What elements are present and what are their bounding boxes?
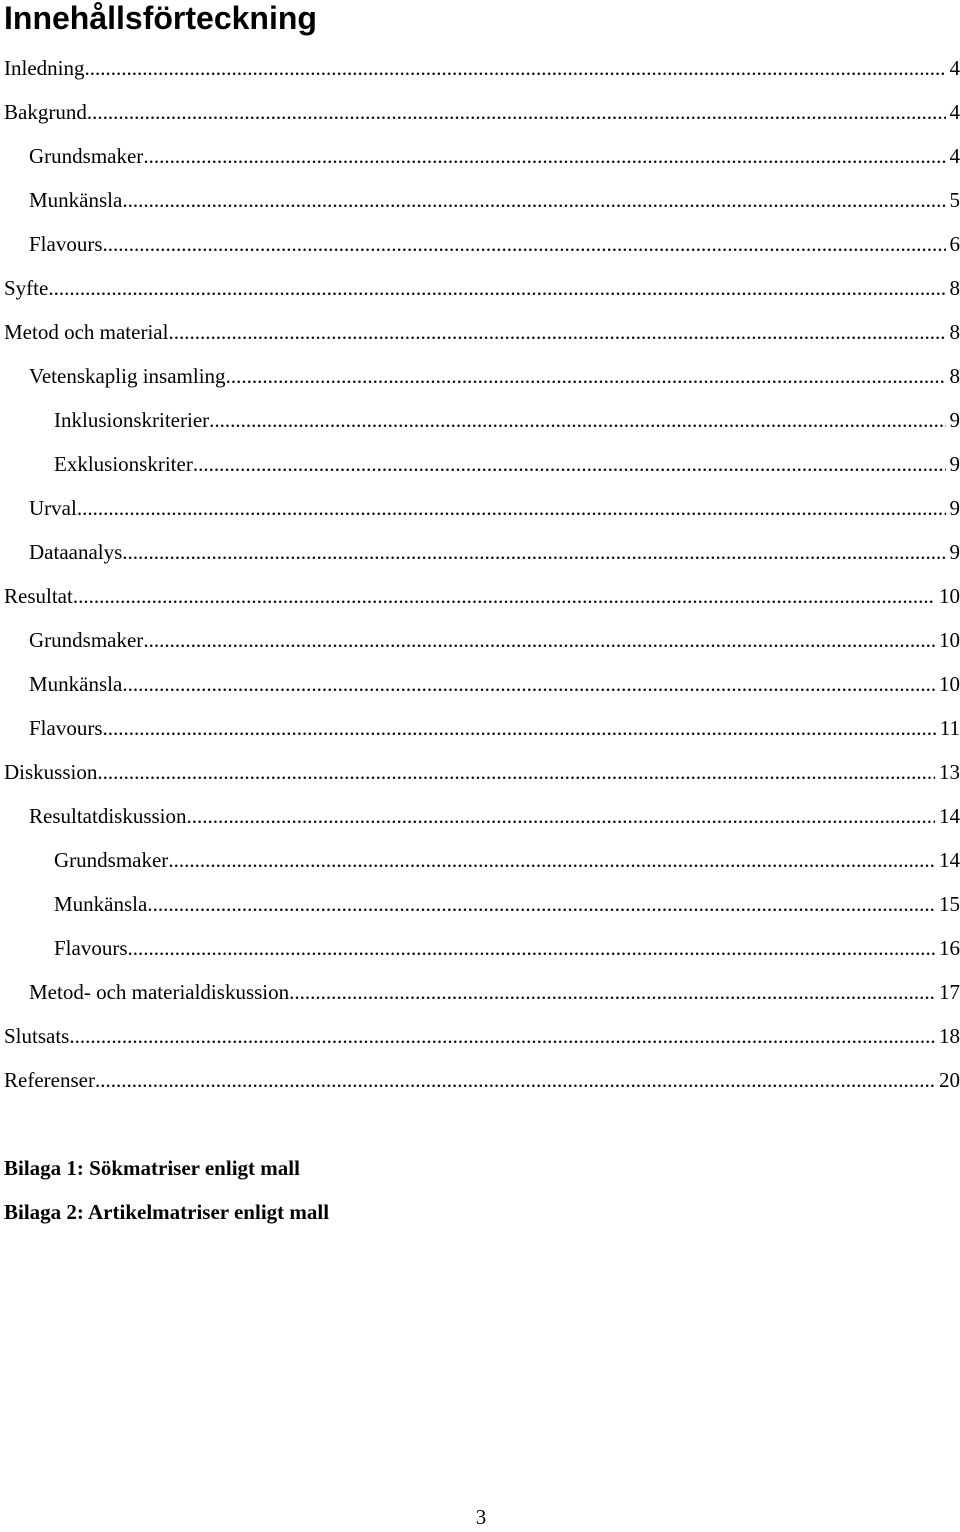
toc-entry-label: Grundsmaker <box>29 618 143 662</box>
toc-entry-page: 8 <box>946 310 960 354</box>
toc-entry-label: Grundsmaker <box>54 838 168 882</box>
toc-entry-label: Inledning <box>4 46 84 90</box>
toc-entry[interactable] <box>0 838 960 882</box>
toc-entry-label: Diskussion <box>4 750 97 794</box>
toc-entry[interactable] <box>0 90 960 134</box>
toc-entry-page: 8 <box>946 354 960 398</box>
toc-dot-leader <box>97 750 935 794</box>
toc-dot-leader <box>168 310 945 354</box>
toc-dot-leader <box>77 486 946 530</box>
toc-entry-label: Metod- och materialdiskussion <box>29 970 289 1014</box>
toc-entry[interactable] <box>0 1058 960 1102</box>
toc-entry-label: Munkänsla <box>29 662 122 706</box>
page-title: Innehållsförteckning <box>4 0 317 38</box>
toc-dot-leader <box>73 574 935 618</box>
toc-entry-page: 9 <box>946 486 960 530</box>
toc-entry-label: Syfte <box>4 266 48 310</box>
toc-dot-leader <box>147 882 935 926</box>
toc-dot-leader <box>103 222 946 266</box>
toc-entry[interactable] <box>0 750 960 794</box>
toc-entry[interactable] <box>0 46 960 90</box>
toc-entry-page: 10 <box>935 574 960 618</box>
toc-entry-page: 5 <box>946 178 960 222</box>
toc-entry[interactable] <box>0 662 960 706</box>
toc-entry-label: Flavours <box>29 222 103 266</box>
toc-entry-label: Dataanalys <box>29 530 122 574</box>
toc-entry[interactable] <box>0 530 960 574</box>
toc-entry[interactable] <box>0 794 960 838</box>
toc-entry[interactable] <box>0 574 960 618</box>
toc-entry-label: Bakgrund <box>4 90 87 134</box>
toc-entry-label: Inklusionskriterier <box>54 398 209 442</box>
toc-entry-page: 14 <box>935 794 960 838</box>
appendix-list <box>4 1146 329 1234</box>
toc-dot-leader <box>209 398 945 442</box>
toc-entry[interactable] <box>0 882 960 926</box>
toc-entry[interactable] <box>0 970 960 1014</box>
toc-dot-leader <box>187 794 935 838</box>
toc-entry-label: Flavours <box>54 926 128 970</box>
toc-entry-page: 4 <box>946 46 960 90</box>
toc-dot-leader <box>48 266 945 310</box>
toc-entry[interactable] <box>0 1014 960 1058</box>
toc-entry[interactable] <box>0 442 960 486</box>
toc-entry[interactable] <box>0 310 960 354</box>
toc-dot-leader <box>128 926 936 970</box>
toc-entry[interactable] <box>0 926 960 970</box>
toc-dot-leader <box>95 1058 935 1102</box>
appendix-item: Bilaga 2: Artikelmatriser enligt mall <box>4 1190 329 1234</box>
toc-dot-leader <box>69 1014 935 1058</box>
toc-entry-page: 9 <box>946 442 960 486</box>
toc-entry-page: 16 <box>935 926 960 970</box>
toc-dot-leader <box>226 354 946 398</box>
toc-entry[interactable] <box>0 134 960 178</box>
toc-entry-label: Exklusionskriter <box>54 442 193 486</box>
table-of-contents <box>0 46 960 1102</box>
toc-dot-leader <box>103 706 936 750</box>
toc-entry-page: 11 <box>936 706 960 750</box>
toc-entry-label: Munkänsla <box>29 178 122 222</box>
toc-entry-label: Grundsmaker <box>29 134 143 178</box>
toc-entry-label: Munkänsla <box>54 882 147 926</box>
toc-entry-page: 14 <box>935 838 960 882</box>
toc-entry-page: 15 <box>935 882 960 926</box>
toc-entry-page: 10 <box>935 662 960 706</box>
toc-entry[interactable] <box>0 398 960 442</box>
toc-dot-leader <box>122 662 935 706</box>
appendix-item: Bilaga 1: Sökmatriser enligt mall <box>4 1146 329 1190</box>
toc-entry[interactable] <box>0 266 960 310</box>
toc-entry-page: 9 <box>946 398 960 442</box>
toc-entry[interactable] <box>0 706 960 750</box>
toc-entry[interactable] <box>0 178 960 222</box>
toc-entry-page: 17 <box>935 970 960 1014</box>
toc-entry-label: Resultat <box>4 574 73 618</box>
toc-entry-label: Vetenskaplig insamling <box>29 354 226 398</box>
toc-entry[interactable] <box>0 486 960 530</box>
toc-entry-label: Resultatdiskussion <box>29 794 187 838</box>
toc-entry-page: 6 <box>946 222 960 266</box>
toc-entry-page: 20 <box>935 1058 960 1102</box>
toc-dot-leader <box>143 134 945 178</box>
toc-dot-leader <box>143 618 935 662</box>
toc-entry-label: Referenser <box>4 1058 95 1102</box>
toc-entry-page: 4 <box>946 134 960 178</box>
toc-entry-page: 10 <box>935 618 960 662</box>
toc-dot-leader <box>193 442 946 486</box>
toc-entry-label: Flavours <box>29 706 103 750</box>
toc-dot-leader <box>168 838 935 882</box>
toc-entry-page: 9 <box>946 530 960 574</box>
toc-entry-label: Slutsats <box>4 1014 69 1058</box>
toc-entry[interactable] <box>0 618 960 662</box>
toc-entry-page: 8 <box>946 266 960 310</box>
toc-entry-label: Metod och material <box>4 310 168 354</box>
toc-entry[interactable] <box>0 222 960 266</box>
toc-entry-page: 18 <box>935 1014 960 1058</box>
toc-dot-leader <box>84 46 945 90</box>
toc-dot-leader <box>122 178 945 222</box>
toc-dot-leader <box>122 530 945 574</box>
page-number: 3 <box>0 1502 960 1532</box>
toc-entry-page: 4 <box>946 90 960 134</box>
toc-entry-page: 13 <box>935 750 960 794</box>
toc-dot-leader <box>87 90 946 134</box>
toc-dot-leader <box>289 970 935 1014</box>
toc-entry-label: Urval <box>29 486 77 530</box>
toc-entry[interactable] <box>0 354 960 398</box>
